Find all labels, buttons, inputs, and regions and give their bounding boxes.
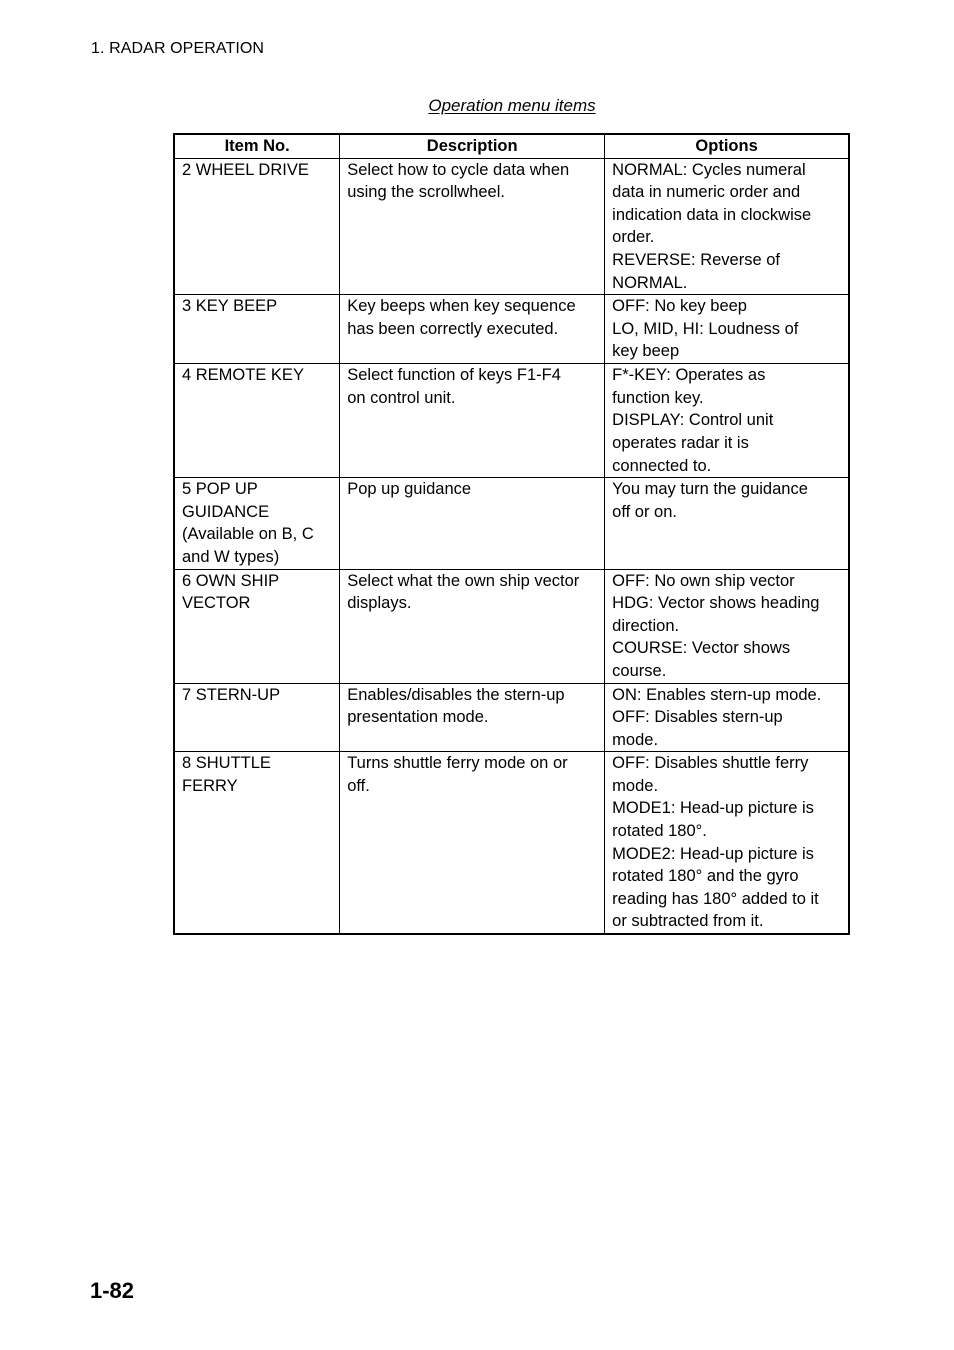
item-no-cell	[174, 158, 340, 295]
options-cell	[605, 752, 849, 934]
table-row	[174, 569, 849, 683]
options-cell-line: rotated 180° and the gyro	[612, 867, 799, 886]
description-cell-line: off.	[347, 776, 370, 795]
description-cell-line: using the scrollwheel.	[347, 183, 505, 202]
options-cell-line: NORMAL.	[612, 273, 688, 292]
table-body	[174, 158, 849, 934]
table-caption	[174, 96, 850, 116]
options-cell-line: course.	[612, 661, 667, 680]
description-cell-line: presentation mode.	[347, 708, 489, 727]
table-caption-text: Operation menu items	[428, 96, 596, 115]
options-cell-line: mode.	[612, 776, 659, 795]
item-no-cell-line: GUIDANCE	[182, 502, 270, 521]
item-no-cell	[174, 683, 340, 752]
item-no-cell-line: 6 OWN SHIP	[182, 571, 280, 590]
description-cell-line: Turns shuttle ferry mode on or	[347, 754, 568, 773]
options-cell-line: You may turn the guidance	[612, 480, 808, 499]
item-no-cell-line: VECTOR	[182, 594, 251, 613]
options-cell-line: OFF: No own ship vector	[612, 571, 795, 590]
options-cell-line: indication data in clockwise	[612, 205, 812, 224]
options-cell-line: reading has 180° added to it	[612, 889, 819, 908]
table-row	[174, 478, 849, 569]
options-cell-line: OFF: Disables stern-up	[612, 708, 783, 727]
options-cell	[605, 478, 849, 569]
options-cell-line: operates radar it is	[612, 433, 749, 452]
item-no-cell-line: 3 KEY BEEP	[182, 297, 278, 316]
options-cell-line: off or on.	[612, 502, 677, 521]
column-header-options: Options	[605, 134, 849, 158]
description-cell-line: Select how to cycle data when	[347, 160, 570, 179]
options-cell-line: COURSE: Vector shows	[612, 639, 791, 658]
description-cell	[340, 569, 605, 683]
description-cell	[340, 683, 605, 752]
description-cell-line: Select what the own ship vector	[347, 571, 580, 590]
table-row	[174, 752, 849, 934]
table-row	[174, 295, 849, 364]
item-no-cell-line: 8 SHUTTLE	[182, 754, 271, 773]
options-cell-line: DISPLAY: Control unit	[612, 411, 774, 430]
options-cell-line: NORMAL: Cycles numeral	[612, 160, 806, 179]
description-cell	[340, 158, 605, 295]
options-cell-line: key beep	[612, 342, 680, 361]
options-cell	[605, 295, 849, 364]
item-no-cell	[174, 364, 340, 478]
table-row	[174, 683, 849, 752]
options-cell-line: order.	[612, 228, 655, 247]
description-cell	[340, 295, 605, 364]
item-no-cell-line: 7 STERN-UP	[182, 685, 281, 704]
options-cell-line: or subtracted from it.	[612, 912, 764, 931]
description-cell-line: displays.	[347, 594, 412, 613]
item-no-cell	[174, 569, 340, 683]
item-no-cell-line: and W types)	[182, 547, 280, 566]
item-no-cell	[174, 752, 340, 934]
item-no-cell-line: 5 POP UP	[182, 480, 258, 499]
item-no-cell	[174, 478, 340, 569]
options-cell-line: direction.	[612, 616, 680, 635]
table-header-row	[174, 134, 849, 158]
item-no-cell-line: 4 REMOTE KEY	[182, 366, 304, 385]
table-row	[174, 364, 849, 478]
options-cell	[605, 683, 849, 752]
page-number: 1-82	[90, 1278, 135, 1303]
options-cell-line: connected to.	[612, 456, 712, 475]
options-cell-line: MODE2: Head-up picture is	[612, 844, 814, 863]
options-cell-line: mode.	[612, 730, 659, 749]
description-cell-line: Pop up guidance	[347, 480, 472, 499]
description-cell-line: Enables/disables the stern-up	[347, 685, 565, 704]
options-cell-line: LO, MID, HI: Loudness of	[612, 319, 799, 338]
options-cell-line: function key.	[612, 388, 704, 407]
options-cell-line: F*-KEY: Operates as	[612, 366, 766, 385]
table-row	[174, 158, 849, 295]
description-cell-line: Select function of keys F1-F4	[347, 366, 561, 385]
options-cell-line: ON: Enables stern-up mode.	[612, 685, 822, 704]
description-cell	[340, 478, 605, 569]
options-cell-line: data in numeric order and	[612, 183, 801, 202]
description-cell	[340, 752, 605, 934]
options-cell-line: HDG: Vector shows heading	[612, 594, 820, 613]
description-cell-line: Key beeps when key sequence	[347, 297, 576, 316]
options-cell-line: rotated 180°.	[612, 822, 707, 841]
options-cell-line: MODE1: Head-up picture is	[612, 799, 814, 818]
options-cell-line: REVERSE: Reverse of	[612, 250, 780, 269]
column-header-description: Description	[340, 134, 605, 158]
item-no-cell-line: (Available on B, C	[182, 525, 314, 544]
options-cell	[605, 569, 849, 683]
options-cell-line: OFF: Disables shuttle ferry	[612, 754, 809, 773]
description-cell-line: has been correctly executed.	[347, 319, 559, 338]
item-no-cell-line: 2 WHEEL DRIVE	[182, 160, 309, 179]
item-no-cell-line: FERRY	[182, 776, 238, 795]
options-cell-line: OFF: No key beep	[612, 297, 747, 316]
options-cell	[605, 158, 849, 295]
column-header-item-no: Item No.	[174, 134, 340, 158]
item-no-cell	[174, 295, 340, 364]
running-header: 1. RADAR OPERATION	[91, 40, 265, 57]
operation-menu-table	[173, 133, 850, 935]
description-cell-line: on control unit.	[347, 388, 456, 407]
options-cell	[605, 364, 849, 478]
description-cell	[340, 364, 605, 478]
